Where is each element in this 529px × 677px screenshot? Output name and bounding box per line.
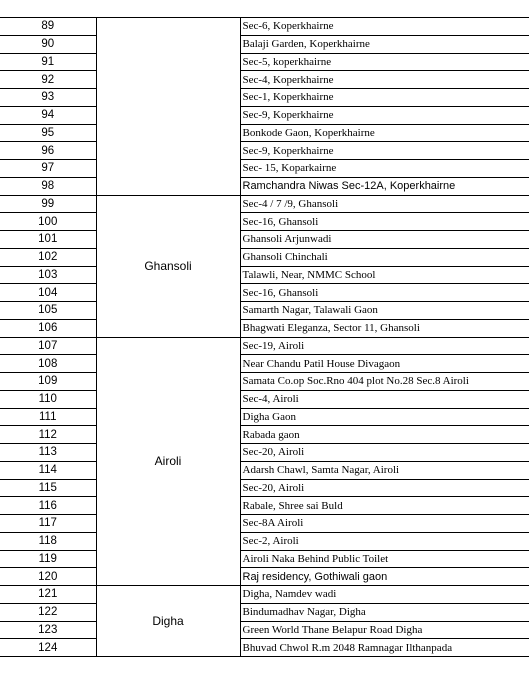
row-number: 97 <box>0 160 96 178</box>
table-row <box>0 106 529 124</box>
address-cell: Samata Co.op Soc.Rno 404 plot No.28 Sec.8 Airoli <box>240 373 529 391</box>
row-number: 89 <box>0 18 96 36</box>
area-name: Ghansoli <box>96 195 240 337</box>
table-row <box>0 355 529 373</box>
table-row <box>0 71 529 89</box>
table-row <box>0 177 529 195</box>
table-row <box>0 373 529 391</box>
row-number: 91 <box>0 53 96 71</box>
row-number: 112 <box>0 426 96 444</box>
row-number: 93 <box>0 89 96 107</box>
row-number: 96 <box>0 142 96 160</box>
row-number: 118 <box>0 532 96 550</box>
row-number: 117 <box>0 515 96 533</box>
table-row <box>0 195 529 213</box>
address-cell: Adarsh Chawl, Samta Nagar, Airoli <box>240 461 529 479</box>
row-number: 92 <box>0 71 96 89</box>
row-number: 108 <box>0 355 96 373</box>
address-cell: Sec-9, Koperkhairne <box>240 142 529 160</box>
area-name: Airoli <box>96 337 240 586</box>
table-row <box>0 35 529 53</box>
address-cell: Samarth Nagar, Talawali Gaon <box>240 302 529 320</box>
table-row <box>0 302 529 320</box>
address-cell: Raj residency, Gothiwali gaon <box>240 568 529 586</box>
address-cell: Sec-5, koperkhairne <box>240 53 529 71</box>
area-name <box>96 18 240 196</box>
row-number: 109 <box>0 373 96 391</box>
row-number: 102 <box>0 248 96 266</box>
row-number: 122 <box>0 603 96 621</box>
table-row <box>0 603 529 621</box>
table-row <box>0 266 529 284</box>
address-cell: Talawli, Near, NMMC School <box>240 266 529 284</box>
table-row <box>0 213 529 231</box>
row-number: 104 <box>0 284 96 302</box>
row-number: 120 <box>0 568 96 586</box>
row-number: 103 <box>0 266 96 284</box>
row-number: 94 <box>0 106 96 124</box>
row-number: 107 <box>0 337 96 355</box>
address-cell: Sec-16, Ghansoli <box>240 284 529 302</box>
address-cell: Rabada gaon <box>240 426 529 444</box>
address-cell: Bindumadhav Nagar, Digha <box>240 603 529 621</box>
row-number: 95 <box>0 124 96 142</box>
table-row <box>0 515 529 533</box>
address-cell: Sec- 15, Koparkairne <box>240 160 529 178</box>
table-row <box>0 461 529 479</box>
address-cell: Sec-8A Airoli <box>240 515 529 533</box>
table-row <box>0 550 529 568</box>
table-row <box>0 426 529 444</box>
table-row <box>0 89 529 107</box>
address-cell: Digha, Namdev wadi <box>240 586 529 604</box>
row-number: 111 <box>0 408 96 426</box>
address-cell: Sec-4, Airoli <box>240 390 529 408</box>
table-row <box>0 497 529 515</box>
table-row <box>0 444 529 462</box>
table-row <box>0 337 529 355</box>
address-cell: Sec-4 / 7 /9, Ghansoli <box>240 195 529 213</box>
table-row <box>0 124 529 142</box>
address-cell: Sec-16, Ghansoli <box>240 213 529 231</box>
table-row <box>0 142 529 160</box>
address-cell: Near Chandu Patil House Divagaon <box>240 355 529 373</box>
table-row <box>0 248 529 266</box>
table-row <box>0 284 529 302</box>
row-number: 123 <box>0 621 96 639</box>
row-number: 106 <box>0 319 96 337</box>
table-row <box>0 532 529 550</box>
row-number: 105 <box>0 302 96 320</box>
row-number: 114 <box>0 461 96 479</box>
table-row <box>0 231 529 249</box>
address-cell: Ghansoli Chinchali <box>240 248 529 266</box>
row-number: 100 <box>0 213 96 231</box>
table-row <box>0 639 529 657</box>
table-row <box>0 568 529 586</box>
address-cell: Bhuvad Chwol R.m 2048 Ramnagar Ilthanpada <box>240 639 529 657</box>
table-row <box>0 586 529 604</box>
address-cell: Digha Gaon <box>240 408 529 426</box>
row-number: 115 <box>0 479 96 497</box>
area-name: Digha <box>96 586 240 657</box>
address-cell: Bonkode Gaon, Koperkhairne <box>240 124 529 142</box>
table-row <box>0 53 529 71</box>
row-number: 116 <box>0 497 96 515</box>
row-number: 101 <box>0 231 96 249</box>
table-row <box>0 621 529 639</box>
address-table-body <box>0 18 529 657</box>
row-number: 113 <box>0 444 96 462</box>
address-cell: Sec-1, Koperkhairne <box>240 89 529 107</box>
row-number: 98 <box>0 177 96 195</box>
row-number: 90 <box>0 35 96 53</box>
address-table <box>0 17 529 657</box>
address-cell: Bhagwati Eleganza, Sector 11, Ghansoli <box>240 319 529 337</box>
row-number: 99 <box>0 195 96 213</box>
table-row <box>0 160 529 178</box>
address-cell: Sec-2, Airoli <box>240 532 529 550</box>
address-cell: Sec-19, Airoli <box>240 337 529 355</box>
address-cell: Green World Thane Belapur Road Digha <box>240 621 529 639</box>
table-row <box>0 18 529 36</box>
address-cell: Ghansoli Arjunwadi <box>240 231 529 249</box>
address-cell: Sec-20, Airoli <box>240 479 529 497</box>
address-cell: Rabale, Shree sai Buld <box>240 497 529 515</box>
address-cell: Sec-9, Koperkhairne <box>240 106 529 124</box>
row-number: 121 <box>0 586 96 604</box>
table-row <box>0 319 529 337</box>
address-cell: Sec-20, Airoli <box>240 444 529 462</box>
address-cell: Sec-4, Koperkhairne <box>240 71 529 89</box>
address-cell: Airoli Naka Behind Public Toilet <box>240 550 529 568</box>
row-number: 124 <box>0 639 96 657</box>
table-row <box>0 390 529 408</box>
row-number: 110 <box>0 390 96 408</box>
row-number: 119 <box>0 550 96 568</box>
address-cell: Balaji Garden, Koperkhairne <box>240 35 529 53</box>
table-row <box>0 479 529 497</box>
table-row <box>0 408 529 426</box>
address-cell: Sec-6, Koperkhairne <box>240 18 529 36</box>
address-cell: Ramchandra Niwas Sec-12A, Koperkhairne <box>240 177 529 195</box>
